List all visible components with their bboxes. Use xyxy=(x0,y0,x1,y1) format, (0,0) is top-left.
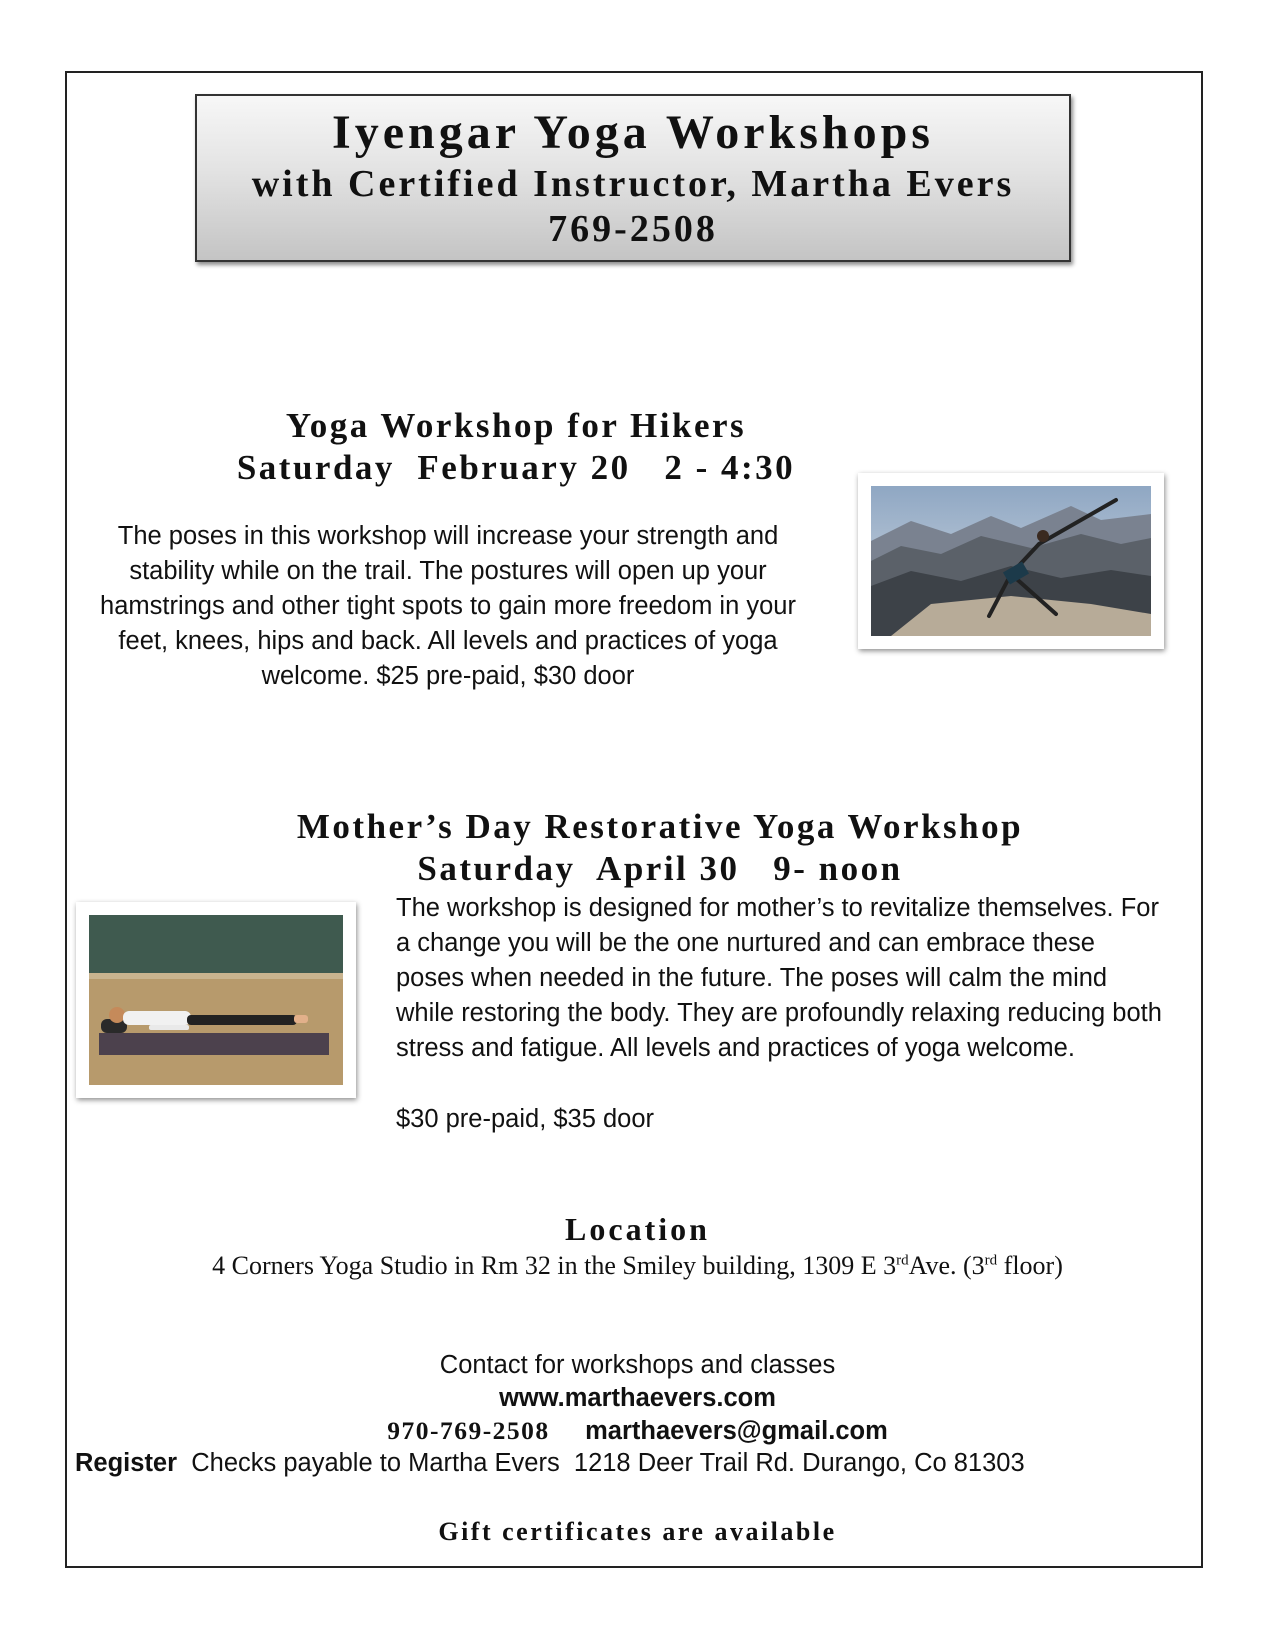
header-phone: 769-2508 xyxy=(548,208,718,250)
contact-intro: Contact for workshops and classes xyxy=(439,1351,836,1379)
workshop1-title: Yoga Workshop for Hikers xyxy=(285,406,747,445)
location-text-3: floor) xyxy=(997,1251,1063,1280)
location-address xyxy=(0,1250,1275,1282)
register-row xyxy=(75,1447,1195,1480)
contact-phone[interactable]: 970-769-2508 xyxy=(387,1416,550,1445)
mountain-pose-image xyxy=(871,486,1151,636)
location-heading: Location xyxy=(565,1211,710,1247)
register-label: Register xyxy=(75,1449,178,1477)
workshop2-title: Mother’s Day Restorative Yoga Workshop xyxy=(296,807,1024,846)
contact-row xyxy=(0,1414,1275,1448)
workshop2-date: Saturday April 30 9- noon xyxy=(417,849,903,888)
website-link[interactable]: www.marthaevers.com xyxy=(499,1384,776,1412)
reclining-pose-image xyxy=(89,915,343,1085)
gift-certificates-note: Gift certificates are available xyxy=(438,1517,837,1546)
location-sup-2: rd xyxy=(984,1252,998,1269)
location-text-1: 4 Corners Yoga Studio in Rm 32 in the Smiley building, 1309 E 3 xyxy=(212,1251,897,1280)
workshop1-date: Saturday February 20 2 - 4:30 xyxy=(236,448,796,487)
contact-email[interactable]: marthaevers@gmail.com xyxy=(585,1417,888,1445)
workshop2-description: The workshop is designed for mother’s to revitalize themselves. For a change you will be the one nurtured and can embrace these poses when needed in the future. The poses will calm the mind while restoring the body. They are profoundly relaxing reducing both stress and fatigue. All levels and practices of yoga welcome. xyxy=(396,894,1162,1062)
header-title: Iyengar Yoga Workshops xyxy=(332,106,934,159)
restorative-yoga-photo xyxy=(76,902,356,1098)
register-text: Checks payable to Martha Evers 1218 Deer Trail Rd. Durango, Co 81303 xyxy=(177,1449,1025,1477)
header-subtitle: with Certified Instructor, Martha Evers xyxy=(251,163,1015,205)
location-sup-1: rd xyxy=(896,1252,909,1269)
location-text-2: Ave. (3 xyxy=(908,1251,985,1280)
hiker-yoga-photo xyxy=(858,473,1164,649)
workshop2-price: $30 pre-paid, $35 door xyxy=(396,1105,655,1133)
workshop1-description: The poses in this workshop will increase your strength and stability while on the trail. The postures will open up your hamstrings and other tight spots to gain more freedom in your feet, knees, hips and back. All levels and practices of yoga welcome. $25 pre-paid, $30 door xyxy=(100,522,796,690)
header-banner xyxy=(195,94,1071,262)
